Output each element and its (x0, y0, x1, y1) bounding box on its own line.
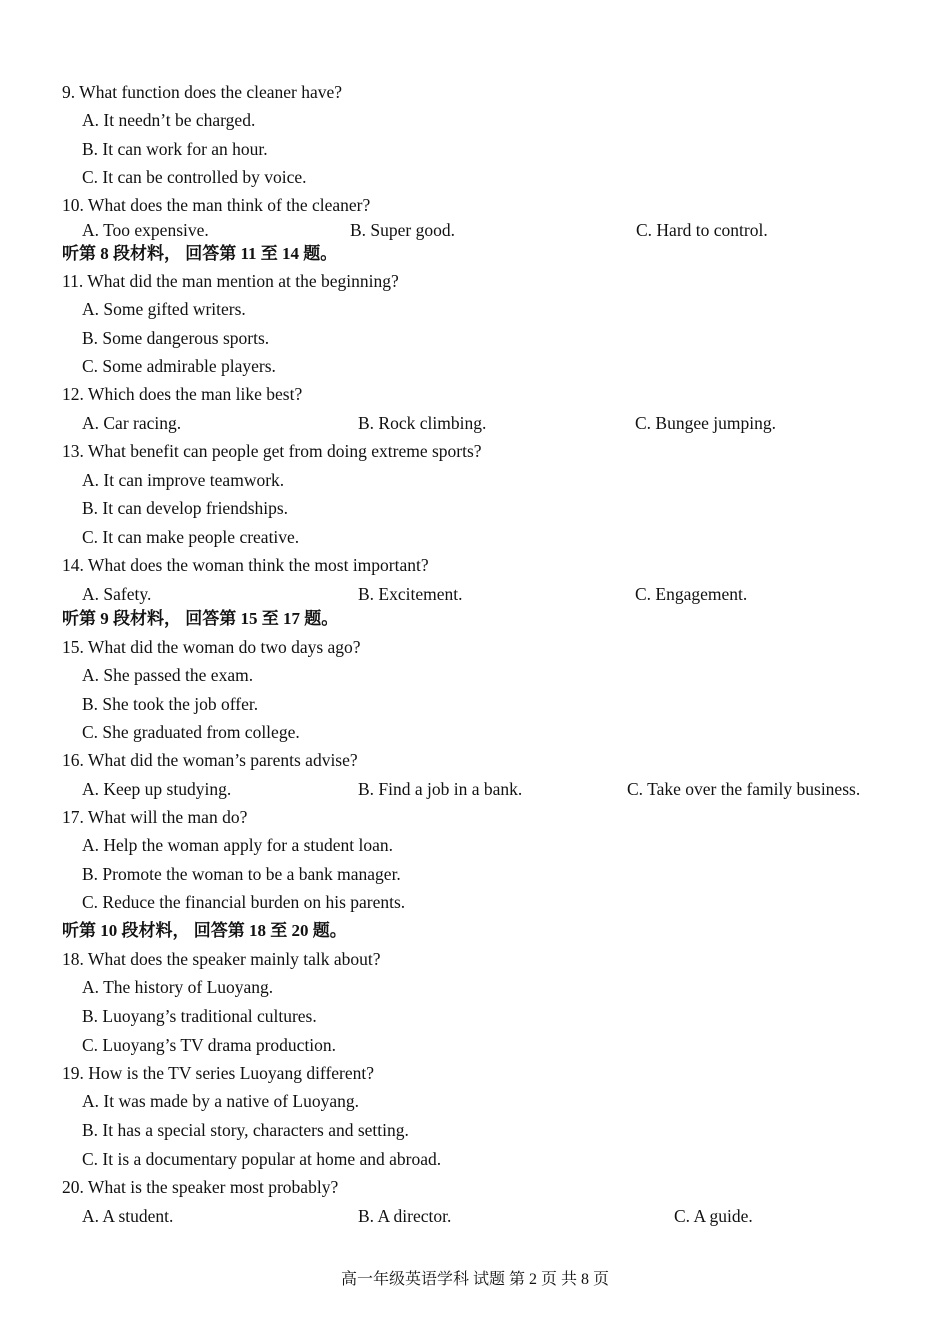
option-15c: C. She graduated from college. (82, 722, 300, 742)
option-19b: B. It has a special story, characters and setting. (82, 1120, 409, 1140)
option-20a: A. A student. (82, 1206, 174, 1226)
question-19: 19. How is the TV series Luoyang different? (62, 1063, 375, 1083)
option-13b: B. It can develop friendships. (82, 498, 289, 518)
option-11b: B. Some dangerous sports. (82, 328, 270, 348)
question-14: 14. What does the woman think the most important? (62, 555, 429, 575)
option-13a: A. It can improve teamwork. (82, 470, 285, 490)
option-14b: B. Excitement. (358, 584, 463, 604)
option-11a: A. Some gifted writers. (82, 299, 246, 319)
option-18a: A. The history of Luoyang. (82, 977, 274, 997)
option-9c: C. It can be controlled by voice. (82, 167, 307, 187)
option-17a: A. Help the woman apply for a student loan. (82, 835, 394, 855)
option-16a: A. Keep up studying. (82, 779, 232, 799)
option-20c: C. A guide. (674, 1206, 753, 1226)
option-16b: B. Find a job in a bank. (358, 779, 523, 799)
option-12a: A. Car racing. (82, 413, 182, 433)
option-15b: B. She took the job offer. (82, 694, 259, 714)
option-15a: A. She passed the exam. (82, 665, 254, 685)
question-17: 17. What will the man do? (62, 807, 248, 827)
option-18c: C. Luoyang’s TV drama production. (82, 1035, 337, 1055)
question-9: 9. What function does the cleaner have? (62, 82, 343, 102)
option-10c: C. Hard to control. (636, 220, 768, 240)
option-12c: C. Bungee jumping. (635, 413, 776, 433)
option-19c: C. It is a documentary popular at home and abroad. (82, 1149, 442, 1169)
question-16: 16. What did the woman’s parents advise? (62, 750, 358, 770)
section-heading-9: 听第 9 段材料， 回答第 15 至 17 题。 (62, 609, 339, 628)
section-heading-10: 听第 10 段材料， 回答第 18 至 20 题。 (62, 921, 347, 940)
option-10b: B. Super good. (350, 220, 455, 240)
option-18b: B. Luoyang’s traditional cultures. (82, 1006, 317, 1026)
option-20b: B. A director. (358, 1206, 452, 1226)
section-heading-8: 听第 8 段材料， 回答第 11 至 14 题。 (62, 244, 338, 263)
question-12: 12. Which does the man like best? (62, 384, 303, 404)
question-20: 20. What is the speaker most probably? (62, 1177, 339, 1197)
option-16c: C. Take over the family business. (627, 779, 861, 799)
question-15: 15. What did the woman do two days ago? (62, 637, 361, 657)
option-17c: C. Reduce the financial burden on his parents. (82, 892, 406, 912)
question-11: 11. What did the man mention at the beginning? (62, 271, 399, 291)
option-17b: B. Promote the woman to be a bank manager. (82, 864, 401, 884)
question-18: 18. What does the speaker mainly talk about? (62, 949, 381, 969)
option-14a: A. Safety. (82, 584, 152, 604)
option-19a: A. It was made by a native of Luoyang. (82, 1091, 360, 1111)
option-11c: C. Some admirable players. (82, 356, 276, 376)
option-10a: A. Too expensive. (82, 220, 209, 240)
page-footer: 高一年级英语学科 试题 第 2 页 共 8 页 (340, 1271, 609, 1288)
option-9a: A. It needn’t be charged. (82, 110, 256, 130)
option-12b: B. Rock climbing. (358, 413, 487, 433)
question-10: 10. What does the man think of the cleaner? (62, 195, 371, 215)
option-9b: B. It can work for an hour. (82, 139, 268, 159)
option-14c: C. Engagement. (635, 584, 748, 604)
question-13: 13. What benefit can people get from doing extreme sports? (62, 441, 482, 461)
option-13c: C. It can make people creative. (82, 527, 300, 547)
